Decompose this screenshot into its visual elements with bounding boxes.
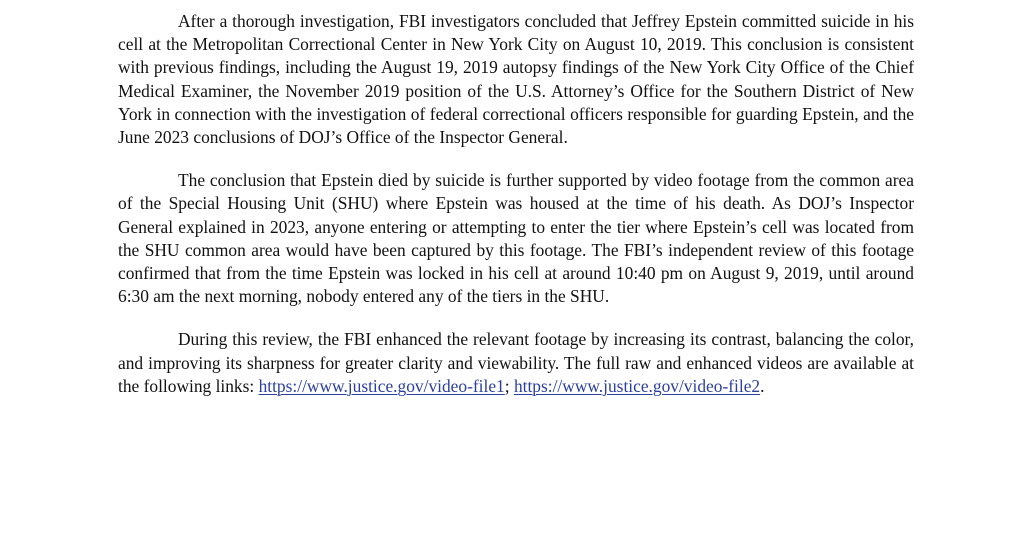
link-separator: ;: [504, 375, 514, 396]
video-file1-link[interactable]: https://www.justice.gov/video-file1: [258, 375, 505, 396]
paragraph-3-text: During this review, the FBI enhanced the relevant footage by increasing its contrast, balancing the color, and improving its sharpness for greater clarity and viewability. The full raw and enhanced videos are available at the following links:: [118, 329, 914, 396]
paragraph-1: After a thorough investigation, FBI investigators concluded that Jeffrey Epstein committed suicide in his cell at the Metropolitan Correctional Center in New York City on August 10, 2019. This conclusion is consistent with previous findings, including the August 19, 2019 autopsy findings of the New York City Office of the Chief Medical Examiner, the November 2019 position of the U.S. Attorney’s Office for the Southern District of New York in connection with the investigation of federal correctional officers responsible for guarding Epstein, and the June 2023 conclusions of DOJ’s Office of the Inspector General.: [118, 11, 914, 148]
video-file2-link[interactable]: https://www.justice.gov/video-file2: [513, 375, 761, 396]
paragraph-3: [118, 328, 914, 398]
paragraph-3-end: .: [760, 375, 765, 396]
paragraph-2: The conclusion that Epstein died by suicide is further supported by video footage from the common area of the Special Housing Unit (SHU) where Epstein was housed at the time of his death. As DOJ’s Inspector General explained in 2023, anyone entering or attempting to enter the tier where Epstein’s cell was located from the SHU common area would have been captured by this footage. The FBI’s independent review of this footage confirmed that from the time Epstein was locked in his cell at around 10:40 pm on August 9, 2019, until around 6:30 am the next morning, nobody entered any of the tiers in the SHU.: [118, 170, 914, 307]
document-body: [118, 10, 914, 398]
